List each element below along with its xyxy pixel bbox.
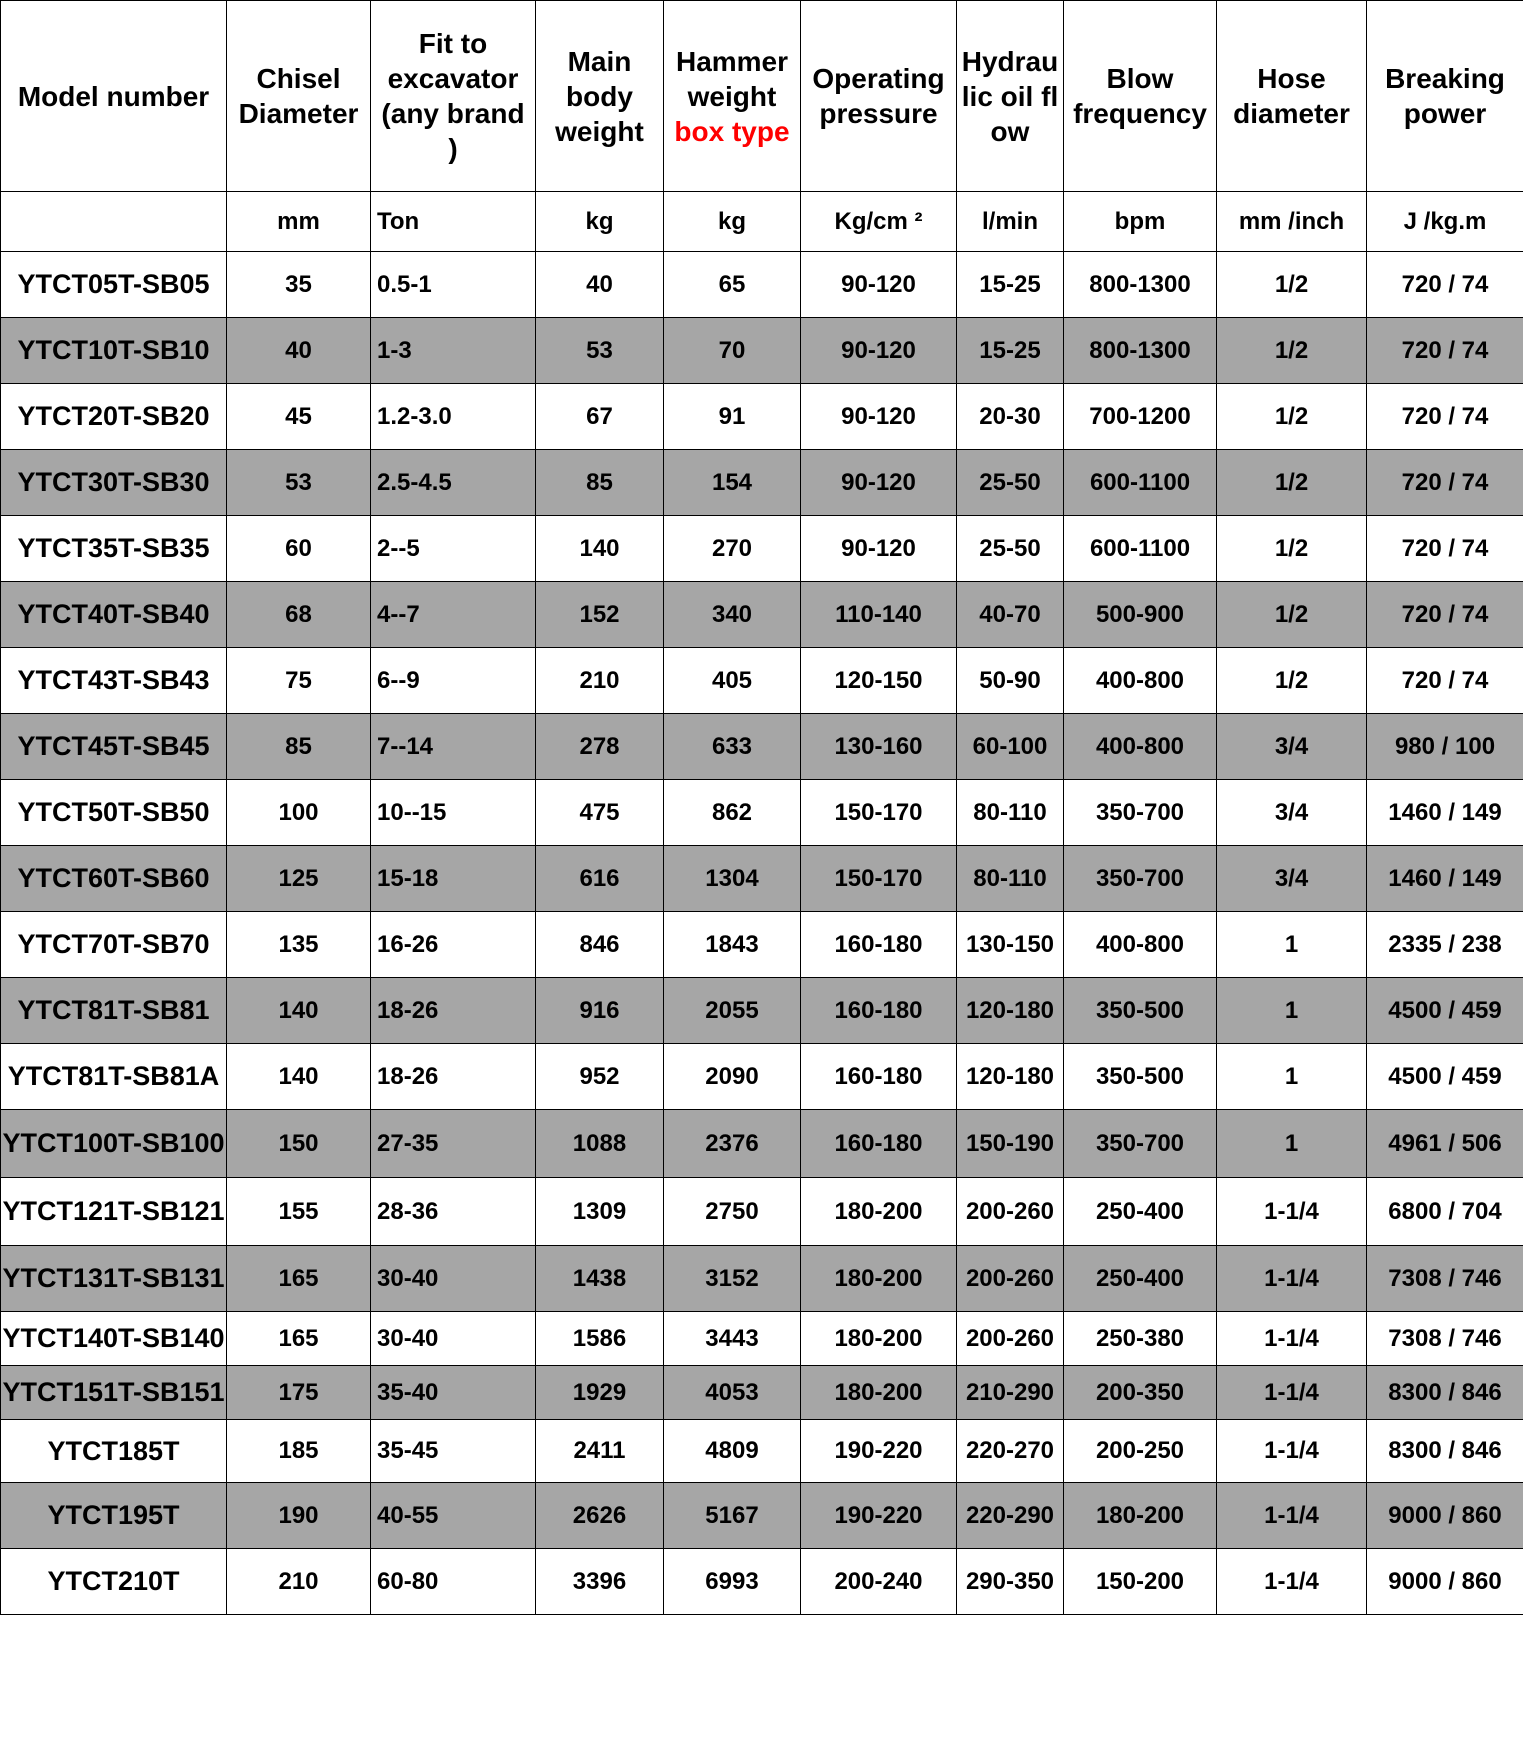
cell-breaking-power: 9000 / 860 <box>1367 1549 1523 1615</box>
cell-hammer-weight: 2750 <box>664 1178 801 1246</box>
header-hammer-weight <box>664 1 801 192</box>
cell-model: YTCT81T-SB81 <box>1 978 227 1044</box>
cell-chisel-diameter: 53 <box>227 450 371 516</box>
header-hydraulic-oil-flow: Hydraulic oil flow <box>957 1 1064 192</box>
cell-blow-frequency: 800-1300 <box>1064 252 1217 318</box>
cell-oil-flow: 290-350 <box>957 1549 1064 1615</box>
cell-main-body-weight: 210 <box>536 648 664 714</box>
cell-model: YTCT30T-SB30 <box>1 450 227 516</box>
cell-hammer-weight: 70 <box>664 318 801 384</box>
cell-main-body-weight: 952 <box>536 1044 664 1110</box>
cell-model: YTCT45T-SB45 <box>1 714 227 780</box>
cell-operating-pressure: 90-120 <box>801 384 957 450</box>
cell-main-body-weight: 2626 <box>536 1483 664 1549</box>
header-model: Model number <box>1 1 227 192</box>
cell-main-body-weight: 85 <box>536 450 664 516</box>
cell-operating-pressure: 90-120 <box>801 516 957 582</box>
cell-chisel-diameter: 85 <box>227 714 371 780</box>
cell-chisel-diameter: 150 <box>227 1110 371 1178</box>
cell-main-body-weight: 67 <box>536 384 664 450</box>
cell-operating-pressure: 180-200 <box>801 1178 957 1246</box>
cell-breaking-power: 8300 / 846 <box>1367 1420 1523 1483</box>
cell-blow-frequency: 500-900 <box>1064 582 1217 648</box>
cell-operating-pressure: 110-140 <box>801 582 957 648</box>
table-row <box>1 1312 1523 1366</box>
cell-main-body-weight: 1309 <box>536 1178 664 1246</box>
cell-hose-diameter: 1/2 <box>1217 516 1367 582</box>
cell-model: YTCT60T-SB60 <box>1 846 227 912</box>
cell-chisel-diameter: 68 <box>227 582 371 648</box>
cell-blow-frequency: 350-500 <box>1064 978 1217 1044</box>
cell-breaking-power: 8300 / 846 <box>1367 1366 1523 1420</box>
cell-breaking-power: 1460 / 149 <box>1367 846 1523 912</box>
cell-chisel-diameter: 45 <box>227 384 371 450</box>
cell-breaking-power: 2335 / 238 <box>1367 912 1523 978</box>
cell-fit-to-excavator: 16-26 <box>371 912 536 978</box>
header-main-body-weight: Main body weight <box>536 1 664 192</box>
cell-fit-to-excavator: 15-18 <box>371 846 536 912</box>
header-operating-pressure: Operating pressure <box>801 1 957 192</box>
cell-chisel-diameter: 100 <box>227 780 371 846</box>
cell-hose-diameter: 1/2 <box>1217 384 1367 450</box>
cell-model: YTCT151T-SB151 <box>1 1366 227 1420</box>
cell-blow-frequency: 700-1200 <box>1064 384 1217 450</box>
cell-fit-to-excavator: 0.5-1 <box>371 252 536 318</box>
header-hose-diameter: Hose diameter <box>1217 1 1367 192</box>
cell-fit-to-excavator: 18-26 <box>371 1044 536 1110</box>
cell-fit-to-excavator: 35-40 <box>371 1366 536 1420</box>
cell-fit-to-excavator: 10--15 <box>371 780 536 846</box>
cell-operating-pressure: 180-200 <box>801 1366 957 1420</box>
cell-operating-pressure: 160-180 <box>801 912 957 978</box>
header-hammer-weight-label: Hammer weight <box>675 45 789 112</box>
cell-main-body-weight: 3396 <box>536 1549 664 1615</box>
header-row <box>1 1 1523 192</box>
cell-hammer-weight: 6993 <box>664 1549 801 1615</box>
cell-operating-pressure: 160-180 <box>801 978 957 1044</box>
cell-hose-diameter: 1/2 <box>1217 318 1367 384</box>
table-row <box>1 648 1523 714</box>
cell-hose-diameter: 1/2 <box>1217 252 1367 318</box>
header-breaking-power: Breaking power <box>1367 1 1523 192</box>
cell-hammer-weight: 3152 <box>664 1246 801 1312</box>
cell-fit-to-excavator: 30-40 <box>371 1312 536 1366</box>
cell-hose-diameter: 1-1/4 <box>1217 1366 1367 1420</box>
table-row <box>1 780 1523 846</box>
cell-hammer-weight: 4809 <box>664 1420 801 1483</box>
cell-hose-diameter: 1-1/4 <box>1217 1246 1367 1312</box>
cell-blow-frequency: 400-800 <box>1064 912 1217 978</box>
cell-hose-diameter: 1 <box>1217 1044 1367 1110</box>
cell-breaking-power: 720 / 74 <box>1367 384 1523 450</box>
cell-fit-to-excavator: 18-26 <box>371 978 536 1044</box>
cell-hammer-weight: 154 <box>664 450 801 516</box>
cell-fit-to-excavator: 1-3 <box>371 318 536 384</box>
header-chisel-diameter: Chisel Diameter <box>227 1 371 192</box>
table-row <box>1 450 1523 516</box>
cell-breaking-power: 720 / 74 <box>1367 516 1523 582</box>
cell-fit-to-excavator: 6--9 <box>371 648 536 714</box>
cell-operating-pressure: 180-200 <box>801 1312 957 1366</box>
cell-hose-diameter: 1-1/4 <box>1217 1178 1367 1246</box>
cell-breaking-power: 720 / 74 <box>1367 252 1523 318</box>
cell-hose-diameter: 1-1/4 <box>1217 1549 1367 1615</box>
cell-hose-diameter: 1-1/4 <box>1217 1312 1367 1366</box>
cell-main-body-weight: 1088 <box>536 1110 664 1178</box>
cell-model: YTCT43T-SB43 <box>1 648 227 714</box>
table-row <box>1 912 1523 978</box>
cell-operating-pressure: 130-160 <box>801 714 957 780</box>
cell-hammer-weight: 4053 <box>664 1366 801 1420</box>
cell-main-body-weight: 140 <box>536 516 664 582</box>
unit-model <box>1 192 227 252</box>
cell-hose-diameter: 1 <box>1217 1110 1367 1178</box>
cell-model: YTCT210T <box>1 1549 227 1615</box>
cell-model: YTCT05T-SB05 <box>1 252 227 318</box>
cell-model: YTCT50T-SB50 <box>1 780 227 846</box>
table-row <box>1 978 1523 1044</box>
cell-chisel-diameter: 185 <box>227 1420 371 1483</box>
cell-chisel-diameter: 140 <box>227 978 371 1044</box>
cell-hammer-weight: 3443 <box>664 1312 801 1366</box>
table-row <box>1 516 1523 582</box>
cell-oil-flow: 200-260 <box>957 1246 1064 1312</box>
cell-model: YTCT35T-SB35 <box>1 516 227 582</box>
cell-chisel-diameter: 75 <box>227 648 371 714</box>
cell-operating-pressure: 90-120 <box>801 450 957 516</box>
cell-oil-flow: 15-25 <box>957 318 1064 384</box>
table-row <box>1 846 1523 912</box>
table-row <box>1 1246 1523 1312</box>
cell-hose-diameter: 1 <box>1217 978 1367 1044</box>
cell-model: YTCT70T-SB70 <box>1 912 227 978</box>
cell-model: YTCT20T-SB20 <box>1 384 227 450</box>
cell-hammer-weight: 2090 <box>664 1044 801 1110</box>
cell-chisel-diameter: 125 <box>227 846 371 912</box>
cell-operating-pressure: 150-170 <box>801 846 957 912</box>
cell-operating-pressure: 150-170 <box>801 780 957 846</box>
cell-operating-pressure: 180-200 <box>801 1246 957 1312</box>
cell-main-body-weight: 916 <box>536 978 664 1044</box>
cell-breaking-power: 4961 / 506 <box>1367 1110 1523 1178</box>
unit-oil-flow: l/min <box>957 192 1064 252</box>
cell-breaking-power: 6800 / 704 <box>1367 1178 1523 1246</box>
cell-chisel-diameter: 165 <box>227 1246 371 1312</box>
cell-hammer-weight: 270 <box>664 516 801 582</box>
header-hammer-type: box type <box>674 115 790 147</box>
unit-chisel: mm <box>227 192 371 252</box>
cell-model: YTCT140T-SB140 <box>1 1312 227 1366</box>
cell-operating-pressure: 160-180 <box>801 1110 957 1178</box>
cell-hammer-weight: 1304 <box>664 846 801 912</box>
cell-chisel-diameter: 40 <box>227 318 371 384</box>
cell-blow-frequency: 400-800 <box>1064 648 1217 714</box>
cell-blow-frequency: 350-700 <box>1064 1110 1217 1178</box>
cell-hose-diameter: 1/2 <box>1217 648 1367 714</box>
cell-model: YTCT121T-SB121 <box>1 1178 227 1246</box>
cell-operating-pressure: 200-240 <box>801 1549 957 1615</box>
table-row <box>1 582 1523 648</box>
cell-main-body-weight: 152 <box>536 582 664 648</box>
unit-hose: mm /inch <box>1217 192 1367 252</box>
cell-hammer-weight: 2055 <box>664 978 801 1044</box>
cell-model: YTCT81T-SB81A <box>1 1044 227 1110</box>
cell-fit-to-excavator: 2--5 <box>371 516 536 582</box>
table-row <box>1 1483 1523 1549</box>
cell-main-body-weight: 1929 <box>536 1366 664 1420</box>
cell-breaking-power: 980 / 100 <box>1367 714 1523 780</box>
unit-operating: Kg/cm ² <box>801 192 957 252</box>
cell-blow-frequency: 350-700 <box>1064 846 1217 912</box>
cell-breaking-power: 1460 / 149 <box>1367 780 1523 846</box>
cell-main-body-weight: 846 <box>536 912 664 978</box>
cell-blow-frequency: 200-350 <box>1064 1366 1217 1420</box>
cell-chisel-diameter: 210 <box>227 1549 371 1615</box>
cell-breaking-power: 720 / 74 <box>1367 582 1523 648</box>
cell-oil-flow: 220-270 <box>957 1420 1064 1483</box>
cell-breaking-power: 720 / 74 <box>1367 450 1523 516</box>
cell-oil-flow: 200-260 <box>957 1178 1064 1246</box>
cell-chisel-diameter: 175 <box>227 1366 371 1420</box>
cell-operating-pressure: 190-220 <box>801 1483 957 1549</box>
table-row <box>1 318 1523 384</box>
cell-breaking-power: 720 / 74 <box>1367 648 1523 714</box>
cell-oil-flow: 200-260 <box>957 1312 1064 1366</box>
cell-oil-flow: 25-50 <box>957 450 1064 516</box>
cell-fit-to-excavator: 2.5-4.5 <box>371 450 536 516</box>
units-row <box>1 192 1523 252</box>
cell-hammer-weight: 91 <box>664 384 801 450</box>
cell-chisel-diameter: 155 <box>227 1178 371 1246</box>
cell-main-body-weight: 1586 <box>536 1312 664 1366</box>
cell-blow-frequency: 200-250 <box>1064 1420 1217 1483</box>
cell-oil-flow: 130-150 <box>957 912 1064 978</box>
header-fit-to-excavator: Fit to excavator (any brand ) <box>371 1 536 192</box>
cell-oil-flow: 60-100 <box>957 714 1064 780</box>
cell-fit-to-excavator: 7--14 <box>371 714 536 780</box>
cell-blow-frequency: 180-200 <box>1064 1483 1217 1549</box>
cell-oil-flow: 220-290 <box>957 1483 1064 1549</box>
cell-blow-frequency: 250-400 <box>1064 1246 1217 1312</box>
cell-oil-flow: 120-180 <box>957 978 1064 1044</box>
cell-chisel-diameter: 135 <box>227 912 371 978</box>
cell-oil-flow: 15-25 <box>957 252 1064 318</box>
cell-main-body-weight: 278 <box>536 714 664 780</box>
cell-operating-pressure: 160-180 <box>801 1044 957 1110</box>
header-blow-frequency: Blow frequency <box>1064 1 1217 192</box>
cell-oil-flow: 25-50 <box>957 516 1064 582</box>
cell-model: YTCT185T <box>1 1420 227 1483</box>
cell-blow-frequency: 800-1300 <box>1064 318 1217 384</box>
cell-chisel-diameter: 35 <box>227 252 371 318</box>
table-row <box>1 1044 1523 1110</box>
cell-model: YTCT10T-SB10 <box>1 318 227 384</box>
cell-blow-frequency: 150-200 <box>1064 1549 1217 1615</box>
cell-blow-frequency: 600-1100 <box>1064 516 1217 582</box>
cell-breaking-power: 4500 / 459 <box>1367 1044 1523 1110</box>
table-row <box>1 384 1523 450</box>
cell-blow-frequency: 350-700 <box>1064 780 1217 846</box>
unit-blow: bpm <box>1064 192 1217 252</box>
cell-oil-flow: 80-110 <box>957 780 1064 846</box>
cell-hose-diameter: 1 <box>1217 912 1367 978</box>
cell-hammer-weight: 2376 <box>664 1110 801 1178</box>
table-row <box>1 1178 1523 1246</box>
unit-main-body: kg <box>536 192 664 252</box>
cell-main-body-weight: 475 <box>536 780 664 846</box>
table-row <box>1 252 1523 318</box>
cell-fit-to-excavator: 40-55 <box>371 1483 536 1549</box>
cell-fit-to-excavator: 30-40 <box>371 1246 536 1312</box>
unit-fit: Ton <box>371 192 536 252</box>
cell-fit-to-excavator: 60-80 <box>371 1549 536 1615</box>
cell-blow-frequency: 250-400 <box>1064 1178 1217 1246</box>
cell-hose-diameter: 3/4 <box>1217 780 1367 846</box>
cell-hose-diameter: 3/4 <box>1217 846 1367 912</box>
cell-oil-flow: 150-190 <box>957 1110 1064 1178</box>
cell-model: YTCT100T-SB100 <box>1 1110 227 1178</box>
cell-model: YTCT131T-SB131 <box>1 1246 227 1312</box>
cell-operating-pressure: 190-220 <box>801 1420 957 1483</box>
cell-hose-diameter: 1/2 <box>1217 582 1367 648</box>
cell-breaking-power: 7308 / 746 <box>1367 1312 1523 1366</box>
cell-operating-pressure: 120-150 <box>801 648 957 714</box>
cell-operating-pressure: 90-120 <box>801 318 957 384</box>
cell-hose-diameter: 1-1/4 <box>1217 1420 1367 1483</box>
cell-hammer-weight: 633 <box>664 714 801 780</box>
table-row <box>1 1549 1523 1615</box>
unit-hammer: kg <box>664 192 801 252</box>
cell-breaking-power: 720 / 74 <box>1367 318 1523 384</box>
table-body <box>1 1 1523 1615</box>
cell-oil-flow: 80-110 <box>957 846 1064 912</box>
cell-hammer-weight: 405 <box>664 648 801 714</box>
table-row <box>1 1420 1523 1483</box>
cell-oil-flow: 120-180 <box>957 1044 1064 1110</box>
cell-chisel-diameter: 140 <box>227 1044 371 1110</box>
cell-hammer-weight: 5167 <box>664 1483 801 1549</box>
cell-main-body-weight: 40 <box>536 252 664 318</box>
cell-blow-frequency: 600-1100 <box>1064 450 1217 516</box>
cell-blow-frequency: 250-380 <box>1064 1312 1217 1366</box>
cell-blow-frequency: 400-800 <box>1064 714 1217 780</box>
cell-oil-flow: 20-30 <box>957 384 1064 450</box>
table-row <box>1 1366 1523 1420</box>
cell-hammer-weight: 1843 <box>664 912 801 978</box>
cell-oil-flow: 210-290 <box>957 1366 1064 1420</box>
cell-chisel-diameter: 165 <box>227 1312 371 1366</box>
cell-hammer-weight: 862 <box>664 780 801 846</box>
cell-fit-to-excavator: 35-45 <box>371 1420 536 1483</box>
cell-model: YTCT40T-SB40 <box>1 582 227 648</box>
cell-hammer-weight: 340 <box>664 582 801 648</box>
cell-hose-diameter: 1/2 <box>1217 450 1367 516</box>
cell-breaking-power: 9000 / 860 <box>1367 1483 1523 1549</box>
cell-operating-pressure: 90-120 <box>801 252 957 318</box>
cell-chisel-diameter: 190 <box>227 1483 371 1549</box>
cell-breaking-power: 4500 / 459 <box>1367 978 1523 1044</box>
cell-main-body-weight: 53 <box>536 318 664 384</box>
cell-fit-to-excavator: 28-36 <box>371 1178 536 1246</box>
table-row <box>1 1110 1523 1178</box>
cell-chisel-diameter: 60 <box>227 516 371 582</box>
cell-main-body-weight: 1438 <box>536 1246 664 1312</box>
cell-fit-to-excavator: 1.2-3.0 <box>371 384 536 450</box>
cell-hose-diameter: 1-1/4 <box>1217 1483 1367 1549</box>
cell-hammer-weight: 65 <box>664 252 801 318</box>
cell-blow-frequency: 350-500 <box>1064 1044 1217 1110</box>
cell-fit-to-excavator: 4--7 <box>371 582 536 648</box>
table-row <box>1 714 1523 780</box>
cell-model: YTCT195T <box>1 1483 227 1549</box>
cell-main-body-weight: 2411 <box>536 1420 664 1483</box>
cell-breaking-power: 7308 / 746 <box>1367 1246 1523 1312</box>
cell-oil-flow: 40-70 <box>957 582 1064 648</box>
unit-power: J /kg.m <box>1367 192 1523 252</box>
cell-hose-diameter: 3/4 <box>1217 714 1367 780</box>
cell-main-body-weight: 616 <box>536 846 664 912</box>
cell-fit-to-excavator: 27-35 <box>371 1110 536 1178</box>
cell-oil-flow: 50-90 <box>957 648 1064 714</box>
